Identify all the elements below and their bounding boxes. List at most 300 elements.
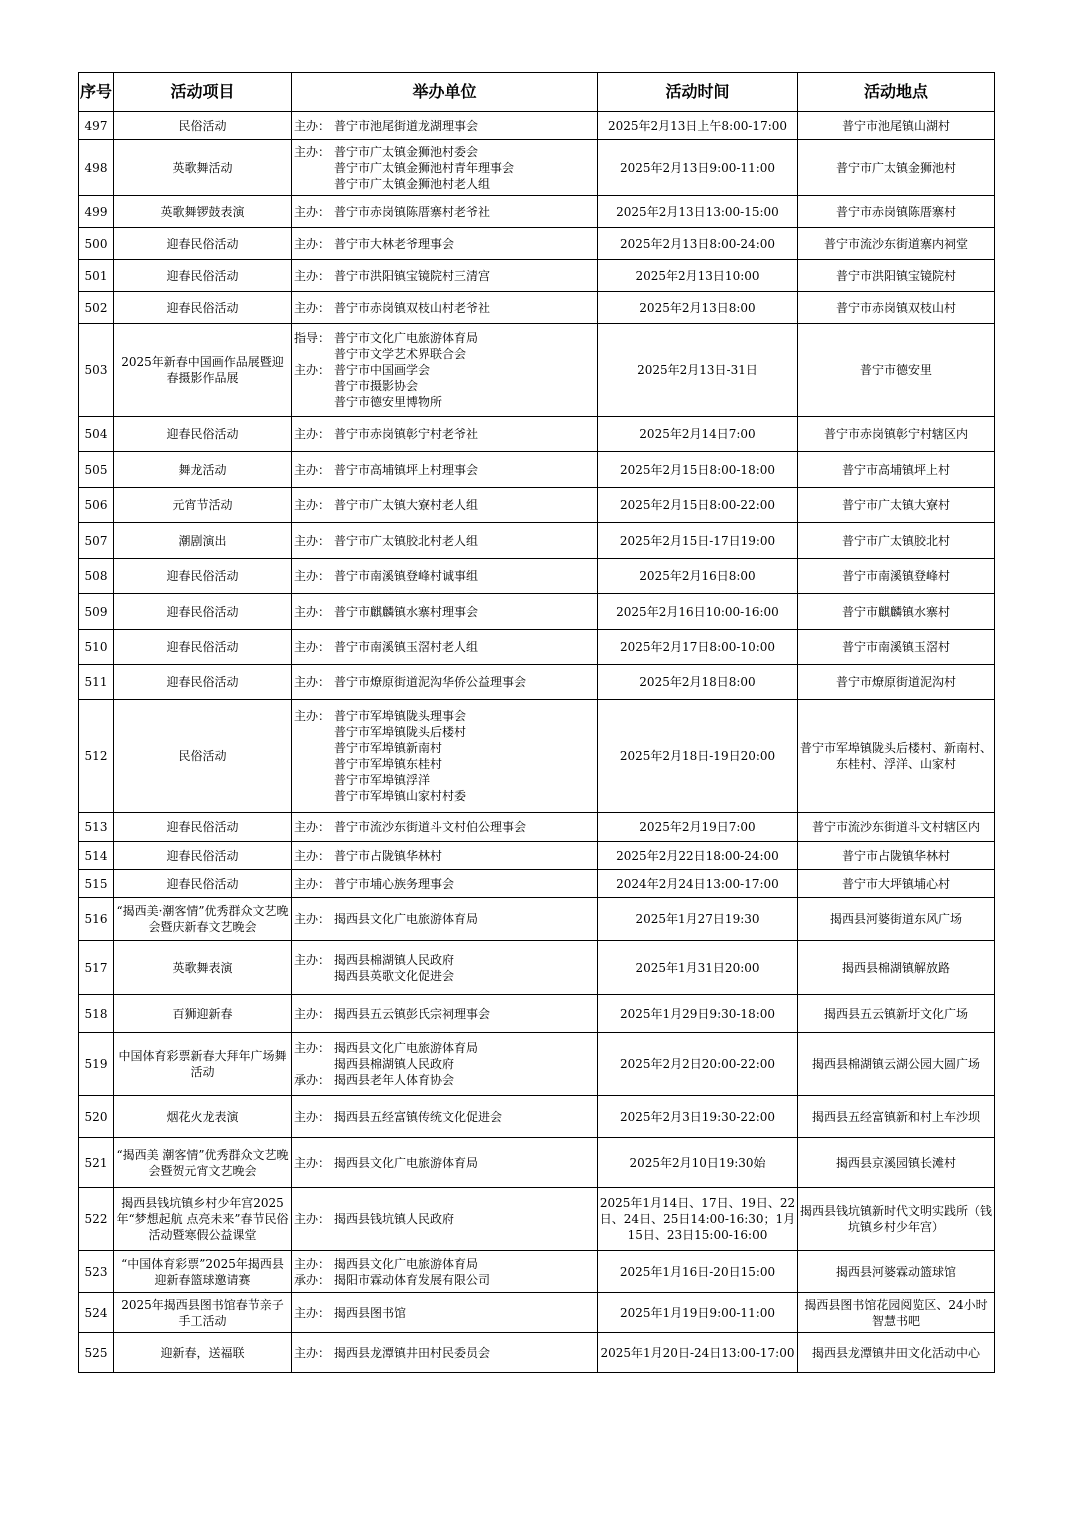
organizer-line bbox=[294, 568, 597, 584]
row-number: 525 bbox=[79, 1333, 114, 1373]
organizer-role-label: 主办： bbox=[294, 1155, 331, 1170]
table-row bbox=[79, 813, 995, 842]
header-organizer: 举办单位 bbox=[292, 73, 598, 112]
row-number: 524 bbox=[79, 1293, 114, 1333]
activity-place: 普宁市赤岗镇陈厝寨村 bbox=[798, 196, 995, 228]
activity-project: 英歌舞活动 bbox=[114, 140, 292, 196]
activity-time: 2025年2月13日10:00 bbox=[598, 260, 798, 292]
organizer-line bbox=[294, 378, 597, 394]
organizer-name: 揭西县文化广电旅游体育局 bbox=[334, 1256, 479, 1271]
activity-place: 普宁市流沙东街道斗文村辖区内 bbox=[798, 813, 995, 842]
organizer-line bbox=[294, 268, 597, 284]
organizer-name: 普宁市占陇镇华林村 bbox=[334, 848, 443, 863]
organizer-role-label bbox=[294, 756, 334, 772]
organizer-role-label bbox=[294, 176, 334, 192]
organizer-role-label: 主办： bbox=[294, 427, 331, 441]
organizer-role-label: 主办： bbox=[294, 533, 331, 548]
organizer-line bbox=[294, 708, 597, 724]
organizer-line bbox=[294, 362, 597, 378]
activity-project: 揭西县钱坑镇乡村少年宫2025年“梦想起航 点亮未来”春节民俗活动暨寒假公益课堂 bbox=[114, 1188, 292, 1251]
organizer-line bbox=[294, 330, 597, 346]
organizer-cell bbox=[292, 1096, 598, 1138]
organizer-line bbox=[294, 911, 597, 927]
activity-place: 普宁市洪阳镇宝镜院村 bbox=[798, 260, 995, 292]
organizer-line bbox=[294, 1109, 597, 1125]
organizer-role-label: 主办： bbox=[294, 118, 331, 133]
table-header-row bbox=[79, 73, 995, 112]
organizer-role-label: 主办： bbox=[294, 848, 331, 863]
organizer-name: 普宁市文学艺术界联合会 bbox=[334, 347, 467, 361]
organizer-line bbox=[294, 968, 597, 984]
table-row bbox=[79, 1188, 995, 1251]
organizer-role-label: 主办： bbox=[294, 1006, 331, 1021]
organizer-role-label bbox=[294, 394, 334, 410]
row-number: 514 bbox=[79, 842, 114, 870]
organizer-role-label: 主办： bbox=[294, 675, 331, 689]
activity-place: 普宁市麒麟镇水寨村 bbox=[798, 594, 995, 630]
organizer-role-label: 承办： bbox=[294, 1073, 331, 1087]
organizer-role-label: 主办： bbox=[294, 952, 331, 967]
organizer-name: 普宁市麒麟镇水寨村理事会 bbox=[334, 604, 479, 619]
organizer-name: 普宁市高埔镇坪上村理事会 bbox=[334, 462, 479, 477]
organizer-name: 普宁市德安里博物所 bbox=[334, 395, 443, 409]
activity-place: 普宁市高埔镇坪上村 bbox=[798, 452, 995, 488]
activity-project: 英歌舞表演 bbox=[114, 941, 292, 995]
activity-project: 2025年揭西县图书馆春节亲子手工活动 bbox=[114, 1293, 292, 1333]
organizer-line bbox=[294, 772, 597, 788]
organizer-name: 普宁市摄影协会 bbox=[334, 379, 419, 393]
organizer-role-label bbox=[294, 346, 334, 362]
organizer-cell bbox=[292, 417, 598, 452]
organizer-line bbox=[294, 740, 597, 756]
activity-time: 2025年1月27日19:30 bbox=[598, 898, 798, 941]
activity-project: 2025年新春中国画作品展暨迎春摄影作品展 bbox=[114, 324, 292, 417]
activity-project: 潮剧演出 bbox=[114, 523, 292, 559]
activity-project: 元宵节活动 bbox=[114, 488, 292, 523]
activity-place: 揭西县棉湖镇解放路 bbox=[798, 941, 995, 995]
row-number: 519 bbox=[79, 1033, 114, 1096]
organizer-role-label: 主办： bbox=[294, 1345, 331, 1360]
header-project: 活动项目 bbox=[114, 73, 292, 112]
row-number: 503 bbox=[79, 324, 114, 417]
row-number: 518 bbox=[79, 995, 114, 1033]
table-row bbox=[79, 700, 995, 813]
table-row bbox=[79, 630, 995, 665]
activity-project: 迎春民俗活动 bbox=[114, 292, 292, 324]
organizer-line bbox=[294, 300, 597, 316]
table-row bbox=[79, 1293, 995, 1333]
header-time: 活动时间 bbox=[598, 73, 798, 112]
row-number: 516 bbox=[79, 898, 114, 941]
organizer-name: 普宁市中国画学会 bbox=[334, 363, 431, 377]
organizer-name: 普宁市赤岗镇双枝山村老爷社 bbox=[334, 300, 491, 315]
organizer-line bbox=[294, 346, 597, 362]
row-number: 501 bbox=[79, 260, 114, 292]
activity-place: 揭西县图书馆花园阅览区、24小时智慧书吧 bbox=[798, 1293, 995, 1333]
activity-place: 普宁市占陇镇华林村 bbox=[798, 842, 995, 870]
organizer-name: 普宁市大林老爷理事会 bbox=[334, 236, 455, 251]
organizer-name: 普宁市军埠镇东桂村 bbox=[334, 757, 443, 771]
organizer-name: 普宁市赤岗镇陈厝寨村老爷社 bbox=[334, 204, 491, 219]
organizer-cell bbox=[292, 452, 598, 488]
organizer-cell bbox=[292, 292, 598, 324]
organizer-cell bbox=[292, 1188, 598, 1251]
row-number: 515 bbox=[79, 870, 114, 898]
activity-time: 2025年2月3日19:30-22:00 bbox=[598, 1096, 798, 1138]
organizer-name: 揭西县五经富镇传统文化促进会 bbox=[334, 1109, 503, 1124]
activity-project: “揭西美·潮客情”优秀群众文艺晚会暨庆新春文艺晚会 bbox=[114, 898, 292, 941]
table-row bbox=[79, 1333, 995, 1373]
organizer-cell bbox=[292, 1138, 598, 1188]
organizer-name: 揭西县龙潭镇井田村民委员会 bbox=[334, 1345, 491, 1360]
organizer-line bbox=[294, 1155, 597, 1171]
table-row bbox=[79, 452, 995, 488]
activity-place: 揭西县五云镇新圩文化广场 bbox=[798, 995, 995, 1033]
organizer-name: 揭西县文化广电旅游体育局 bbox=[334, 912, 479, 926]
activity-place: 普宁市广太镇大寮村 bbox=[798, 488, 995, 523]
header-place: 活动地点 bbox=[798, 73, 995, 112]
organizer-cell bbox=[292, 324, 598, 417]
organizer-cell bbox=[292, 594, 598, 630]
organizer-line bbox=[294, 176, 597, 192]
activity-time: 2025年2月18日-19日20:00 bbox=[598, 700, 798, 813]
activity-project: 迎春民俗活动 bbox=[114, 630, 292, 665]
organizer-line bbox=[294, 160, 597, 176]
organizer-role-label bbox=[294, 1056, 334, 1072]
row-number: 523 bbox=[79, 1251, 114, 1293]
activity-time: 2025年1月31日20:00 bbox=[598, 941, 798, 995]
organizer-name: 普宁市南溪镇登峰村诚事组 bbox=[334, 569, 479, 583]
organizer-line bbox=[294, 819, 597, 835]
organizer-name: 揭西县图书馆 bbox=[334, 1305, 407, 1320]
organizer-cell bbox=[292, 140, 598, 196]
organizer-role-label: 主办： bbox=[294, 204, 331, 219]
activity-time: 2025年2月17日8:00-10:00 bbox=[598, 630, 798, 665]
activity-time: 2025年2月13日上午8:00-17:00 bbox=[598, 112, 798, 140]
activity-project: 迎春民俗活动 bbox=[114, 260, 292, 292]
organizer-name: 揭西县文化广电旅游体育局 bbox=[334, 1041, 479, 1055]
organizer-name: 普宁市广太镇金狮池村委会 bbox=[334, 144, 479, 159]
activity-place: 揭西县棉湖镇云湖公园大圆广场 bbox=[798, 1033, 995, 1096]
activity-project: 迎春民俗活动 bbox=[114, 228, 292, 260]
organizer-role-label: 主办： bbox=[294, 300, 331, 315]
table-row bbox=[79, 1138, 995, 1188]
organizer-role-label: 主办： bbox=[294, 912, 331, 926]
organizer-line bbox=[294, 144, 597, 160]
organizer-line bbox=[294, 1211, 597, 1227]
organizer-line bbox=[294, 1272, 597, 1288]
organizer-name: 普宁市广太镇胶北村老人组 bbox=[334, 533, 479, 548]
organizer-role-label: 主办： bbox=[294, 268, 331, 283]
activity-time: 2025年2月2日20:00-22:00 bbox=[598, 1033, 798, 1096]
organizer-cell bbox=[292, 488, 598, 523]
activity-time: 2025年2月14日7:00 bbox=[598, 417, 798, 452]
organizer-role-label: 主办： bbox=[294, 569, 331, 583]
activity-project: “揭西美 潮客情”优秀群众文艺晚会暨贺元宵文艺晚会 bbox=[114, 1138, 292, 1188]
organizer-name: 普宁市埔心族务理事会 bbox=[334, 876, 455, 891]
activity-time: 2025年2月10日19:30始 bbox=[598, 1138, 798, 1188]
organizer-role-label: 主办： bbox=[294, 604, 331, 619]
activity-project: 民俗活动 bbox=[114, 700, 292, 813]
activity-project: 迎春民俗活动 bbox=[114, 813, 292, 842]
organizer-line bbox=[294, 497, 597, 513]
table-row bbox=[79, 898, 995, 941]
table-row bbox=[79, 523, 995, 559]
row-number: 498 bbox=[79, 140, 114, 196]
row-number: 505 bbox=[79, 452, 114, 488]
row-number: 522 bbox=[79, 1188, 114, 1251]
row-number: 517 bbox=[79, 941, 114, 995]
activity-time: 2025年2月13日-31日 bbox=[598, 324, 798, 417]
activity-project: 迎春民俗活动 bbox=[114, 870, 292, 898]
organizer-role-label: 主办： bbox=[294, 1041, 331, 1055]
activity-time: 2025年2月15日8:00-22:00 bbox=[598, 488, 798, 523]
organizer-line bbox=[294, 1040, 597, 1056]
organizer-line bbox=[294, 236, 597, 252]
table-row bbox=[79, 665, 995, 700]
activity-time: 2025年1月20日-24日13:00-17:00 bbox=[598, 1333, 798, 1373]
table-row bbox=[79, 324, 995, 417]
organizer-line bbox=[294, 674, 597, 690]
activity-time: 2025年2月22日18:00-24:00 bbox=[598, 842, 798, 870]
organizer-name: 普宁市燎原街道泥沟华侨公益理事会 bbox=[334, 675, 527, 689]
organizer-role-label: 主办： bbox=[294, 462, 331, 477]
organizer-line bbox=[294, 952, 597, 968]
activity-time: 2025年1月19日9:00-11:00 bbox=[598, 1293, 798, 1333]
organizer-cell bbox=[292, 630, 598, 665]
organizer-name: 普宁市广太镇金狮池村老人组 bbox=[334, 176, 491, 191]
organizer-role-label: 主办： bbox=[294, 1109, 331, 1124]
table-row bbox=[79, 1251, 995, 1293]
organizer-cell bbox=[292, 228, 598, 260]
organizer-line bbox=[294, 462, 597, 478]
activity-project: 迎春民俗活动 bbox=[114, 842, 292, 870]
organizer-line bbox=[294, 1345, 597, 1361]
row-number: 500 bbox=[79, 228, 114, 260]
activity-place: 揭西县龙潭镇井田文化活动中心 bbox=[798, 1333, 995, 1373]
organizer-line bbox=[294, 1305, 597, 1321]
table-row bbox=[79, 842, 995, 870]
activity-project: 中国体育彩票新春大拜年广场舞活动 bbox=[114, 1033, 292, 1096]
organizer-role-label bbox=[294, 724, 334, 740]
organizer-line bbox=[294, 1256, 597, 1272]
organizer-line bbox=[294, 848, 597, 864]
organizer-cell bbox=[292, 112, 598, 140]
organizer-role-label: 主办： bbox=[294, 820, 331, 834]
organizer-cell bbox=[292, 941, 598, 995]
row-number: 504 bbox=[79, 417, 114, 452]
organizer-line bbox=[294, 876, 597, 892]
table-row bbox=[79, 870, 995, 898]
activity-project: “中国体育彩票”2025年揭西县迎新春篮球邀请赛 bbox=[114, 1251, 292, 1293]
activity-place: 普宁市德安里 bbox=[798, 324, 995, 417]
activity-project: 百狮迎新春 bbox=[114, 995, 292, 1033]
organizer-role-label: 主办： bbox=[294, 1256, 331, 1271]
activity-project: 舞龙活动 bbox=[114, 452, 292, 488]
organizer-line bbox=[294, 756, 597, 772]
organizer-name: 揭西县老年人体育协会 bbox=[334, 1073, 455, 1087]
organizer-cell bbox=[292, 700, 598, 813]
activity-place: 揭西县京溪园镇长滩村 bbox=[798, 1138, 995, 1188]
activity-project: 迎春民俗活动 bbox=[114, 665, 292, 700]
table-row bbox=[79, 995, 995, 1033]
row-number: 499 bbox=[79, 196, 114, 228]
organizer-cell bbox=[292, 813, 598, 842]
organizer-role-label: 主办： bbox=[294, 144, 331, 159]
organizer-cell bbox=[292, 995, 598, 1033]
organizer-role-label: 指导： bbox=[294, 331, 331, 345]
activity-time: 2024年2月24日13:00-17:00 bbox=[598, 870, 798, 898]
activity-place: 普宁市池尾镇山湖村 bbox=[798, 112, 995, 140]
organizer-line bbox=[294, 1056, 597, 1072]
activity-time: 2025年2月13日13:00-15:00 bbox=[598, 196, 798, 228]
activity-time: 2025年2月13日8:00 bbox=[598, 292, 798, 324]
organizer-role-label: 主办： bbox=[294, 709, 331, 723]
organizer-line bbox=[294, 639, 597, 655]
row-number: 510 bbox=[79, 630, 114, 665]
activity-place: 揭西县河婆霖动篮球馆 bbox=[798, 1251, 995, 1293]
activity-place: 普宁市赤岗镇双枝山村 bbox=[798, 292, 995, 324]
row-number: 511 bbox=[79, 665, 114, 700]
activity-place: 普宁市燎原街道泥沟村 bbox=[798, 665, 995, 700]
organizer-cell bbox=[292, 1033, 598, 1096]
activity-project: 迎新春，送福联 bbox=[114, 1333, 292, 1373]
organizer-role-label: 主办： bbox=[294, 363, 331, 377]
activity-time: 2025年2月18日8:00 bbox=[598, 665, 798, 700]
row-number: 507 bbox=[79, 523, 114, 559]
organizer-name: 普宁市军埠镇浮洋 bbox=[334, 773, 431, 787]
organizer-line bbox=[294, 204, 597, 220]
organizer-cell bbox=[292, 870, 598, 898]
activity-time: 2025年1月29日9:30-18:00 bbox=[598, 995, 798, 1033]
organizer-role-label: 主办： bbox=[294, 1305, 331, 1320]
organizer-role-label bbox=[294, 772, 334, 788]
table-row bbox=[79, 417, 995, 452]
organizer-role-label: 主办： bbox=[294, 498, 331, 512]
row-number: 506 bbox=[79, 488, 114, 523]
organizer-name: 普宁市洪阳镇宝镜院村三清宫 bbox=[334, 268, 491, 283]
organizer-name: 普宁市池尾街道龙湖理事会 bbox=[334, 118, 479, 133]
activity-time: 2025年2月13日8:00-24:00 bbox=[598, 228, 798, 260]
organizer-role-label bbox=[294, 740, 334, 756]
organizer-line bbox=[294, 1006, 597, 1022]
activity-place: 普宁市南溪镇玉滘村 bbox=[798, 630, 995, 665]
activity-project: 英歌舞锣鼓表演 bbox=[114, 196, 292, 228]
activity-time: 2025年2月15日-17日19:00 bbox=[598, 523, 798, 559]
organizer-line bbox=[294, 426, 597, 442]
organizer-role-label bbox=[294, 160, 334, 176]
organizer-name: 揭西县文化广电旅游体育局 bbox=[334, 1155, 479, 1170]
activity-place: 普宁市流沙东街道寨内祠堂 bbox=[798, 228, 995, 260]
table-row bbox=[79, 594, 995, 630]
organizer-cell bbox=[292, 196, 598, 228]
organizer-name: 揭西县五云镇彭氏宗祠理事会 bbox=[334, 1006, 491, 1021]
row-number: 497 bbox=[79, 112, 114, 140]
organizer-role-label: 主办： bbox=[294, 640, 331, 654]
organizer-cell bbox=[292, 898, 598, 941]
activity-time: 2025年2月16日8:00 bbox=[598, 559, 798, 594]
organizer-name: 普宁市军埠镇新南村 bbox=[334, 741, 443, 755]
organizer-name: 普宁市赤岗镇彰宁村老爷社 bbox=[334, 427, 479, 441]
table-body bbox=[79, 112, 995, 1373]
organizer-name: 普宁市南溪镇玉滘村老人组 bbox=[334, 640, 479, 654]
organizer-cell bbox=[292, 559, 598, 594]
table-row bbox=[79, 488, 995, 523]
activity-time: 2025年2月15日8:00-18:00 bbox=[598, 452, 798, 488]
organizer-cell bbox=[292, 1293, 598, 1333]
activity-place: 普宁市广太镇金狮池村 bbox=[798, 140, 995, 196]
organizer-name: 揭西县钱坑镇人民政府 bbox=[334, 1212, 455, 1226]
activity-project: 迎春民俗活动 bbox=[114, 417, 292, 452]
organizer-role-label: 主办： bbox=[294, 236, 331, 251]
organizer-cell bbox=[292, 523, 598, 559]
row-number: 520 bbox=[79, 1096, 114, 1138]
organizer-role-label bbox=[294, 378, 334, 394]
organizer-cell bbox=[292, 665, 598, 700]
organizer-cell bbox=[292, 260, 598, 292]
activity-place: 普宁市南溪镇登峰村 bbox=[798, 559, 995, 594]
organizer-name: 揭西县棉湖镇人民政府 bbox=[334, 952, 455, 967]
organizer-name: 揭阳市霖动体育发展有限公司 bbox=[334, 1272, 491, 1287]
organizer-line bbox=[294, 394, 597, 410]
activity-time: 2025年2月19日7:00 bbox=[598, 813, 798, 842]
activity-table-container bbox=[78, 72, 994, 1373]
activity-place: 普宁市大坪镇埔心村 bbox=[798, 870, 995, 898]
table-row bbox=[79, 196, 995, 228]
organizer-line bbox=[294, 724, 597, 740]
organizer-name: 普宁市广太镇大寮村老人组 bbox=[334, 498, 479, 512]
organizer-role-label bbox=[294, 968, 334, 984]
organizer-role-label: 承办： bbox=[294, 1272, 331, 1287]
organizer-line bbox=[294, 118, 597, 134]
organizer-name: 普宁市广太镇金狮池村青年理事会 bbox=[334, 160, 515, 175]
organizer-cell bbox=[292, 1333, 598, 1373]
row-number: 508 bbox=[79, 559, 114, 594]
organizer-name: 普宁市文化广电旅游体育局 bbox=[334, 331, 479, 345]
activity-time: 2025年1月16日-20日15:00 bbox=[598, 1251, 798, 1293]
header-no: 序号 bbox=[79, 73, 114, 112]
activity-table bbox=[78, 72, 995, 1373]
table-row bbox=[79, 112, 995, 140]
organizer-line bbox=[294, 788, 597, 804]
table-row bbox=[79, 292, 995, 324]
table-row bbox=[79, 140, 995, 196]
row-number: 509 bbox=[79, 594, 114, 630]
activity-place: 揭西县钱坑镇新时代文明实践所（钱坑镇乡村少年宫） bbox=[798, 1188, 995, 1251]
activity-project: 迎春民俗活动 bbox=[114, 594, 292, 630]
activity-time: 2025年2月16日10:00-16:00 bbox=[598, 594, 798, 630]
activity-project: 民俗活动 bbox=[114, 112, 292, 140]
table-row bbox=[79, 1033, 995, 1096]
table-row bbox=[79, 1096, 995, 1138]
activity-place: 普宁市广太镇胶北村 bbox=[798, 523, 995, 559]
activity-place: 揭西县河婆街道东风广场 bbox=[798, 898, 995, 941]
organizer-cell bbox=[292, 842, 598, 870]
row-number: 513 bbox=[79, 813, 114, 842]
organizer-cell bbox=[292, 1251, 598, 1293]
organizer-role-label: 主办： bbox=[294, 1212, 331, 1226]
organizer-line bbox=[294, 604, 597, 620]
organizer-line bbox=[294, 533, 597, 549]
organizer-name: 普宁市军埠镇山家村村委 bbox=[334, 789, 467, 803]
organizer-role-label: 主办： bbox=[294, 876, 331, 891]
activity-project: 烟花火龙表演 bbox=[114, 1096, 292, 1138]
activity-project: 迎春民俗活动 bbox=[114, 559, 292, 594]
activity-time: 2025年2月13日9:00-11:00 bbox=[598, 140, 798, 196]
table-row bbox=[79, 260, 995, 292]
activity-place: 普宁市军埠镇陇头后楼村、新南村、东桂村、浮洋、山家村 bbox=[798, 700, 995, 813]
row-number: 521 bbox=[79, 1138, 114, 1188]
